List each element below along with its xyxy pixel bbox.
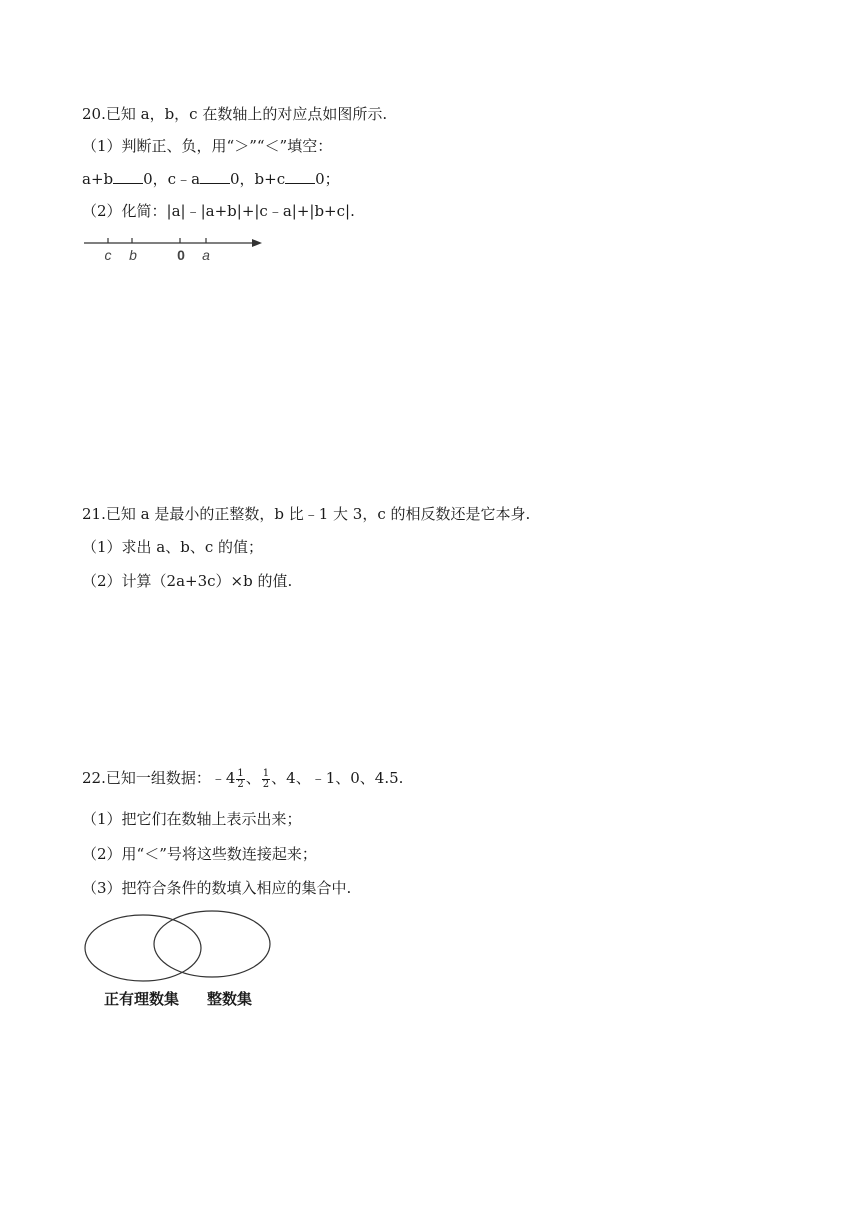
q22-stem-separator: 、 [245, 769, 261, 787]
q21-stem: 21.已知 a 是最小的正整数，b 比﹣1 大 3，c 的相反数还是它本身. [82, 505, 531, 523]
answer-blank-2[interactable] [200, 169, 230, 184]
fraction-denominator: 2 [237, 778, 244, 790]
fraction-numerator: 1 [262, 767, 270, 779]
q21-part1: （1）求出 a、b、c 的值； [82, 538, 264, 556]
venn-diagram [82, 906, 282, 988]
q22-part1: （1）把它们在数轴上表示出来； [82, 810, 302, 828]
answer-blank-1[interactable] [113, 169, 143, 184]
axis-label-a: a [202, 247, 210, 263]
q22-stem-prefix: 22.已知一组数据：﹣4 [82, 769, 236, 787]
answer-blank-3[interactable] [285, 169, 315, 184]
q20-fill-expr2: 0，c﹣a [143, 170, 201, 188]
axis-label-b: b [129, 247, 137, 263]
venn-right-label: 整数集 [207, 990, 253, 1008]
fraction-numerator: 1 [237, 767, 244, 779]
q22-stem-suffix: 、4、﹣1、0、4.5. [271, 769, 404, 787]
q20-stem: 20.已知 a，b，c 在数轴上的对应点如图所示. [82, 105, 388, 123]
number-line-figure [82, 232, 267, 266]
axis-label-c: c [104, 247, 112, 263]
mixed-fraction-part [236, 769, 244, 790]
q20-part1: （1）判断正、负，用“＞”“＜”填空： [82, 137, 333, 155]
q20-fill-expr4: 0； [315, 170, 340, 188]
venn-left-label: 正有理数集 [104, 990, 180, 1008]
number-line-arrow [252, 239, 262, 247]
q21-part2: （2）计算（2a+3c）×b 的值. [82, 572, 293, 590]
fraction-half [262, 769, 270, 790]
q22-part3: （3）把符合条件的数填入相应的集合中. [82, 879, 352, 897]
fraction-denominator: 2 [262, 778, 270, 790]
axis-label-zero: 0 [177, 247, 185, 263]
q20-fill-expr3: 0，b+c [230, 170, 286, 188]
venn-left-ellipse [85, 915, 201, 981]
q20-fill-expr1: a+b [82, 170, 114, 188]
q20-fill-line [82, 169, 340, 189]
q22-stem [82, 768, 403, 790]
venn-right-ellipse [154, 911, 270, 977]
q20-part2: （2）化简：|a|﹣|a+b|+|c﹣a|+|b+c|. [82, 202, 355, 220]
q22-part2: （2）用“＜”号将这些数连接起来； [82, 845, 317, 863]
